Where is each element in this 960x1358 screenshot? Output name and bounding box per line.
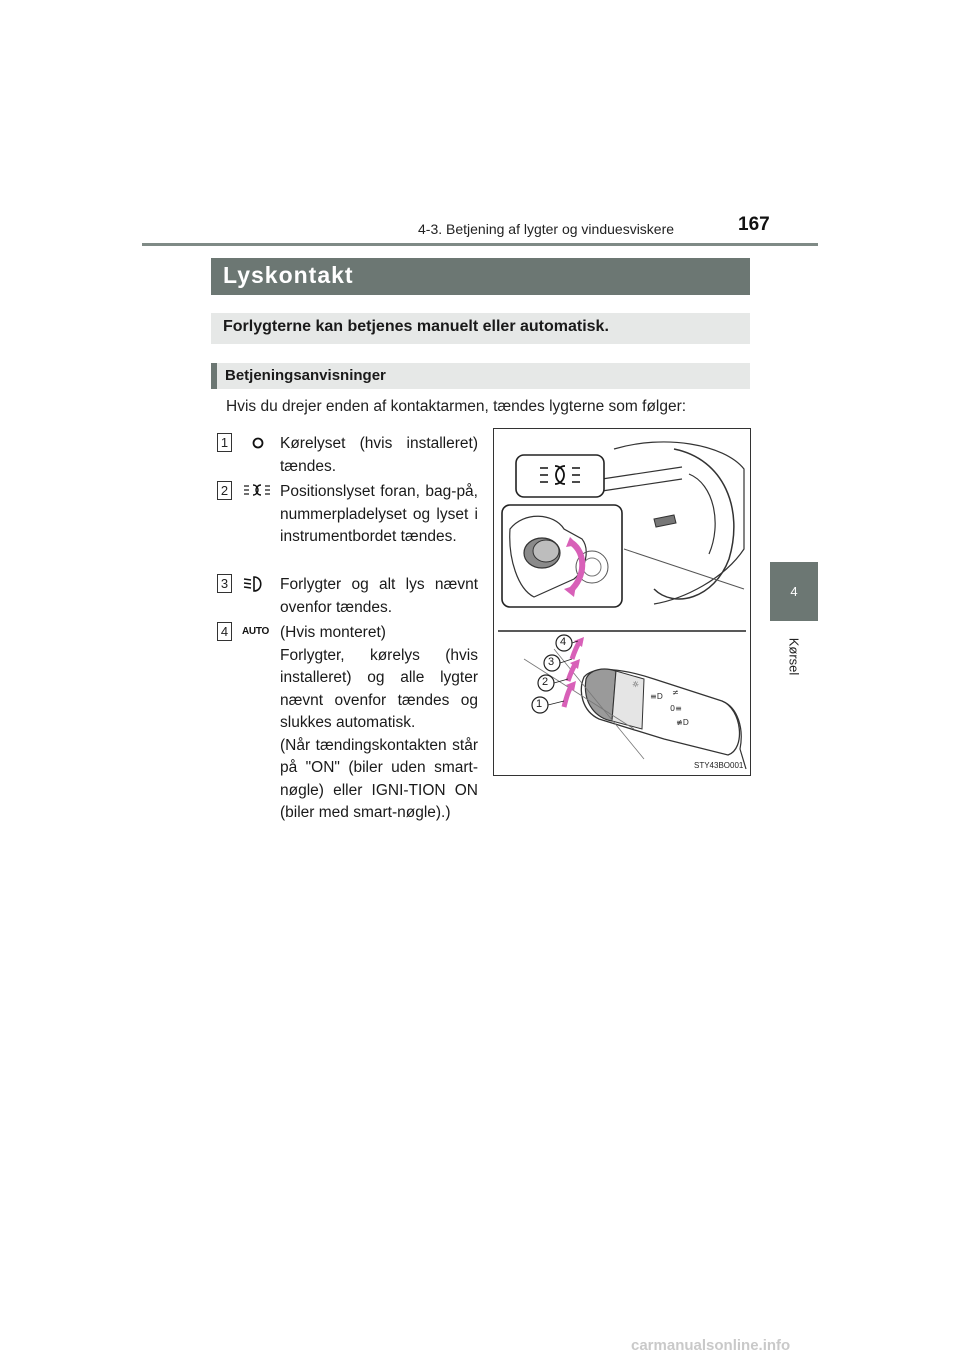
subtitle-bar [211,363,750,389]
svg-text:≡D: ≡D [650,692,663,701]
intro-text: Forlygterne kan betjenes manuelt eller automatisk. [223,318,609,335]
item-text-4: (Hvis monteret) Forlygter, kørelys (hvis installeret) og alle lygter nævnt ovenfor tændes og slukkes automatisk. (Når tændingskontakten står på "ON" (biler uden smart-nøgle) eller IGNI-TION ON (biler med smart-nøgle).) [280,624,478,821]
svg-text:0≡: 0≡ [670,704,682,713]
instruction-text: Hvis du drejer enden af kontaktarmen, tændes lygterne som følger: [226,398,687,415]
header-rule [142,243,818,246]
page-number: 167 [738,214,770,235]
page-title: Lyskontakt [223,262,354,288]
watermark: carmanualsonline.info [631,1337,791,1354]
figure-code: STY43BO001 [694,761,744,770]
svg-text:☼: ☼ [632,680,640,689]
item-number-2: 2 [217,481,232,500]
figure-label-4-text: 4 [560,636,567,648]
header-section-title: 4-3. Betjening af lygter og vinduesviskere [418,221,675,237]
auto-icon: AUTO [242,626,269,637]
parking-lights-icon [242,482,272,498]
svg-text:≢D: ≢D [676,718,689,727]
figure-label-2-text: 2 [542,676,549,688]
subtitle-accent [211,363,217,389]
headlight-icon [243,575,267,593]
illustration-drawing [494,429,750,775]
chapter-tab[interactable]: 4 [770,562,818,621]
item-number-4: 4 [217,622,232,641]
subtitle: Betjeningsanvisninger [225,367,386,384]
chapter-label-text: Kørsel [786,637,802,675]
svg-text:≠: ≠ [672,688,679,697]
item-text-3: Forlygter og alt lys nævnt ovenfor tændes. [280,576,478,616]
chapter-label [771,628,817,684]
light-switch-illustration [493,428,751,776]
callout-headlight-box [516,455,604,497]
off-circle-icon [251,436,265,450]
figure-label-1-text: 1 [536,698,543,710]
item-number-3: 3 [217,574,232,593]
item-number-1: 1 [217,433,232,452]
title-bar [211,258,750,295]
intro-bar [211,313,750,344]
item-text-2: Positionslyset foran, bag-på, nummerpladelyset og lyset i instrumentbordet tændes. [280,483,478,545]
figure-label-3-text: 3 [548,656,555,668]
item-text-1: Kørelyset (hvis installeret) tændes. [280,435,478,475]
